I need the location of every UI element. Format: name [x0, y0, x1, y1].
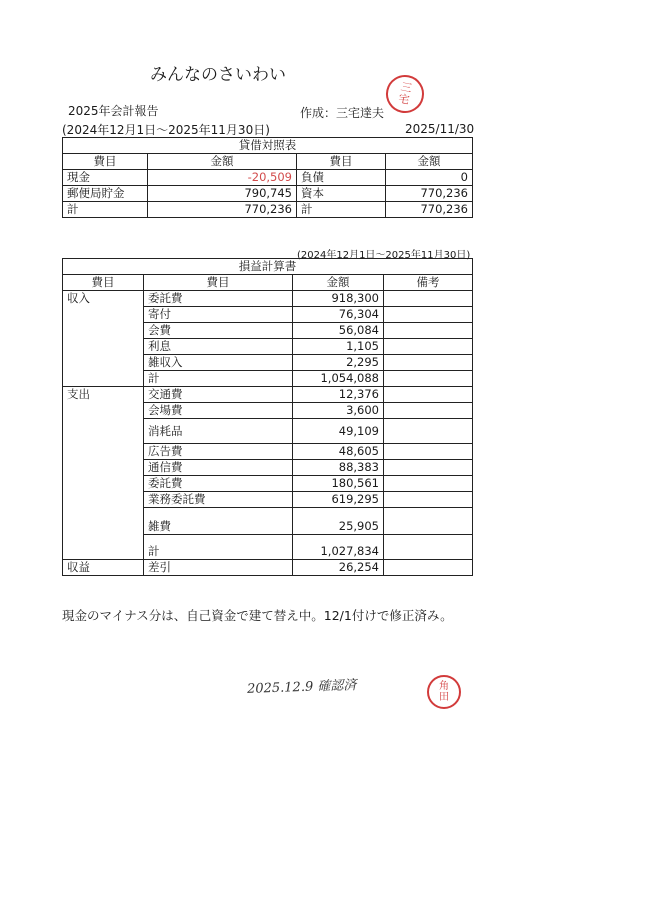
- seal-char: 三: [399, 80, 414, 96]
- seal-char: 角: [439, 681, 449, 692]
- pl-item: 委託費: [144, 476, 293, 492]
- pl-item: 雑費: [144, 508, 293, 535]
- bs-amount: -20,509: [148, 170, 297, 186]
- author-line: 作成：三宅達夫: [300, 106, 385, 120]
- balance-sheet-table: [62, 137, 473, 218]
- pl-item: 通信費: [144, 460, 293, 476]
- bs-item: 資本: [297, 186, 386, 202]
- pl-category-income: 収入: [63, 291, 144, 387]
- pl-remarks: [384, 307, 473, 323]
- confirmer-seal-stamp: [427, 675, 461, 709]
- seal-char: 宅: [397, 91, 411, 107]
- pl-amount: 1,027,834: [293, 535, 384, 560]
- bs-item: 負債: [297, 170, 386, 186]
- pl-remarks: [384, 476, 473, 492]
- bs-item: 計: [63, 202, 148, 218]
- bs-amount: 770,236: [386, 186, 473, 202]
- report-title: 2025年会計報告: [68, 104, 159, 118]
- pl-item: 会費: [144, 323, 293, 339]
- pl-item: 委託費: [144, 291, 293, 307]
- pl-amount: 25,905: [293, 508, 384, 535]
- pl-category-expense: 支出: [63, 387, 144, 560]
- bs-amount: 770,236: [386, 202, 473, 218]
- pl-amount: 3,600: [293, 403, 384, 419]
- table-row: [63, 560, 473, 576]
- pl-remarks: [384, 403, 473, 419]
- pl-amount: 2,295: [293, 355, 384, 371]
- balance-sheet-title: 貸借対照表: [63, 138, 473, 154]
- seal-char: 田: [439, 692, 449, 703]
- pl-item: 計: [144, 371, 293, 387]
- income-statement-table: [62, 258, 473, 576]
- pl-amount: 918,300: [293, 291, 384, 307]
- bs-item: 現金: [63, 170, 148, 186]
- table-row: [63, 202, 473, 218]
- pl-item: 会場費: [144, 403, 293, 419]
- bs-amount: 790,745: [148, 186, 297, 202]
- pl-remarks: [384, 355, 473, 371]
- pl-item: 消耗品: [144, 419, 293, 444]
- pl-remarks: [384, 371, 473, 387]
- bs-header-amount-left: 金額: [148, 154, 297, 170]
- bs-header-amount-right: 金額: [386, 154, 473, 170]
- organization-name: みんなのさいわい: [150, 65, 286, 85]
- pl-header-category: 費目: [63, 275, 144, 291]
- table-row: [63, 170, 473, 186]
- pl-amount: 88,383: [293, 460, 384, 476]
- pl-amount: 56,084: [293, 323, 384, 339]
- bs-header-item-right: 費目: [297, 154, 386, 170]
- pl-remarks: [384, 291, 473, 307]
- pl-header-remarks: 備考: [384, 275, 473, 291]
- pl-amount: 1,105: [293, 339, 384, 355]
- pl-remarks: [384, 387, 473, 403]
- pl-remarks: [384, 444, 473, 460]
- pl-amount: 1,054,088: [293, 371, 384, 387]
- pl-item: 計: [144, 535, 293, 560]
- bs-header-item-left: 費目: [63, 154, 148, 170]
- pl-header-item: 費目: [144, 275, 293, 291]
- pl-remarks: [384, 419, 473, 444]
- pl-item: 寄付: [144, 307, 293, 323]
- table-row: [63, 186, 473, 202]
- pl-header-amount: 金額: [293, 275, 384, 291]
- bs-amount: 770,236: [148, 202, 297, 218]
- pl-item: 利息: [144, 339, 293, 355]
- table-row: [63, 387, 473, 403]
- pl-remarks: [384, 535, 473, 560]
- report-date: 2025/11/30: [405, 122, 475, 136]
- pl-amount: 26,254: [293, 560, 384, 576]
- bs-amount: 0: [386, 170, 473, 186]
- pl-amount: 180,561: [293, 476, 384, 492]
- pl-remarks: [384, 508, 473, 535]
- bs-item: 計: [297, 202, 386, 218]
- pl-amount: 619,295: [293, 492, 384, 508]
- pl-remarks: [384, 560, 473, 576]
- pl-item: 広告費: [144, 444, 293, 460]
- income-statement-title: 損益計算書: [63, 259, 473, 275]
- table-row: [63, 291, 473, 307]
- pl-item: 業務委託費: [144, 492, 293, 508]
- footnote: 現金のマイナス分は、自己資金で建て替え中。12/1付けで修正済み。: [62, 608, 453, 623]
- author-seal-stamp: [382, 71, 427, 116]
- pl-amount: 12,376: [293, 387, 384, 403]
- handwritten-confirmation: 2025.12.9 確認済: [246, 678, 357, 697]
- pl-item: 差引: [144, 560, 293, 576]
- pl-amount: 49,109: [293, 419, 384, 444]
- report-period: (2024年12月1日～2025年11月30日): [62, 123, 270, 137]
- pl-category-profit: 収益: [63, 560, 144, 576]
- bs-item: 郵便局貯金: [63, 186, 148, 202]
- pl-item: 雑収入: [144, 355, 293, 371]
- pl-remarks: [384, 460, 473, 476]
- pl-item: 交通費: [144, 387, 293, 403]
- pl-remarks: [384, 492, 473, 508]
- pl-remarks: [384, 339, 473, 355]
- income-statement-period: (2024年12月1日～2025年11月30日): [297, 250, 471, 261]
- pl-remarks: [384, 323, 473, 339]
- pl-amount: 48,605: [293, 444, 384, 460]
- pl-amount: 76,304: [293, 307, 384, 323]
